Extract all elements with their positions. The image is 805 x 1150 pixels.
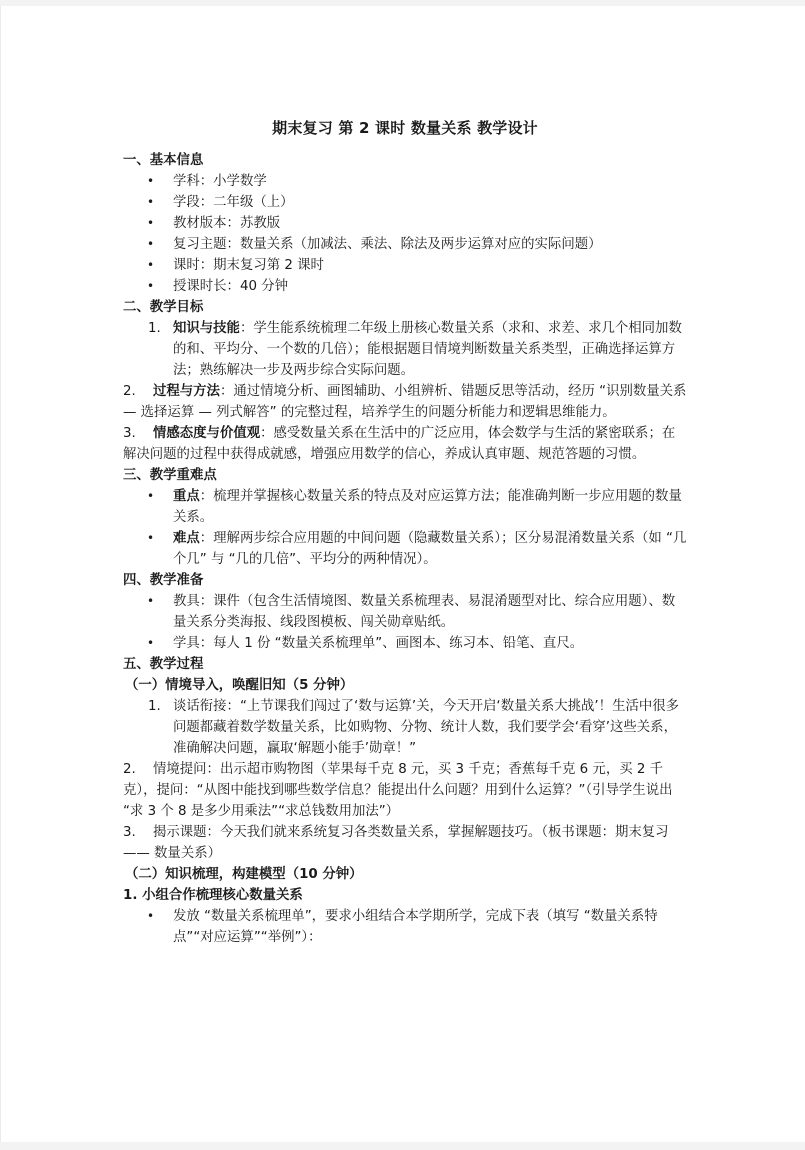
process-item: 3. 揭示课题：今天我们就来系统复习各类数量关系，掌握解题技巧。（板书课题：期末复习 —— 数量关系） [123,822,687,864]
section-heading-process: 五、教学过程 [123,657,204,672]
bullet-icon: • [147,258,155,272]
goal-text: ：通过情境分析、画图辅助、小组辨析、错题反思等活动，经历 “识别数量关系 — 选择运算 — 列式解答” 的完整过程，培养学生的问题分析能力和逻辑思维能力。 [123,384,687,420]
process-item: 2. 情境提问：出示超市购物图（苹果每千克 8 元，买 3 千克；香蕉每千克 6 元，买 2 千克），提问：“从图中能找到哪些数学信息？能提出什么问题？用到什么运算？”（引导学生说出 “求 3 个 8 是多少用乘法”“求总钱数用加法”） [123,759,687,822]
bullet-icon: • [147,489,155,503]
bullet-icon: • [147,594,155,608]
subsection-heading-knowledge-review: （二）知识梳理，构建模型（10 分钟） [125,867,363,882]
bullet-icon: • [147,216,155,230]
section-heading-key-points: 三、教学重难点 [123,468,217,483]
goal-text: ：感受数量关系在生活中的广泛应用，体会数学与生活的紧密联系；在解决问题的过程中获得成就感，增强应用数学的信心，养成认真审题、规范答题的习惯。 [123,426,676,462]
list-item: • 复习主题：数量关系（加减法、乘法、除法及两步运算对应的实际问题） [123,234,687,255]
list-item: • 学科：小学数学 [123,171,687,192]
bullet-icon: • [147,531,155,545]
list-item: • 学具：每人 1 份 “数量关系梳理单”、画图本、练习本、铅笔、直尺。 [123,633,687,654]
document-content [123,116,687,948]
list-item: • 授课时长：40 分钟 [123,276,687,297]
section-heading-goals: 二、教学目标 [123,300,204,315]
preparation-list [123,591,687,654]
basic-info-list [123,171,687,297]
document-title: 期末复习 第 2 课时 数量关系 教学设计 [272,119,538,137]
item-number: 2. [123,762,136,777]
item-number: 3. [123,426,136,441]
group-work-list [123,906,687,948]
section-heading-preparation: 四、教学准备 [123,573,204,588]
bullet-icon: • [147,195,155,209]
bullet-icon: • [147,237,155,251]
list-item-difficulty: • 难点：理解两步综合应用题的中间问题（隐藏数量关系）；区分易混淆数量关系（如 “几个几” 与 “几的几倍”、平均分的两种情况）。 [123,528,687,570]
list-item: • 课时：期末复习第 2 课时 [123,255,687,276]
list-item: • 学段：二年级（上） [123,192,687,213]
goal-label: 过程与方法 [153,384,220,399]
item-number: 2. [123,384,136,399]
step-heading-group-work: 1. 小组合作梳理核心数量关系 [123,888,303,903]
goal-text: ：学生能系统梳理二年级上册核心数量关系（求和、求差、求几个相同加数的和、平均分、一个数的几倍）；能根据题目情境判断数量关系类型，正确选择运算方法；熟练解决一步及两步综合实际问题。 [173,321,682,378]
item-number: 1. [148,699,161,714]
bullet-icon: • [147,636,155,650]
goal-label: 情感态度与价值观 [153,426,261,441]
subsection-heading-intro: （一）情境导入，唤醒旧知（5 分钟） [125,678,354,693]
list-item: • 教材版本：苏教版 [123,213,687,234]
bullet-icon: • [147,174,155,188]
bullet-icon: • [147,909,155,923]
goal-item-attitude [123,423,687,465]
list-item: • 教具：课件（包含生活情境图、数量关系梳理表、易混淆题型对比、综合应用题）、数量关系分类海报、线段图模板、闯关勋章贴纸。 [123,591,687,633]
section-heading-basic-info: 一、基本信息 [123,153,204,168]
goal-label: 知识与技能 [173,321,240,336]
goal-item-knowledge [123,318,687,381]
bullet-icon: • [147,279,155,293]
list-item: • 发放 “数量关系梳理单”，要求小组结合本学期所学，完成下表（填写 “数量关系特点”“对应运算”“举例”）： [123,906,687,948]
process-item: 1. 谈话衔接：“上节课我们闯过了‘数与运算’关，今天开启‘数量关系大挑战’！生活中很多问题都藏着数学数量关系，比如购物、分物、统计人数，我们要学会‘看穿’这些关系，准确解决问题，赢取‘解题小能手’勋章！” [123,696,687,759]
key-points-list [123,486,687,570]
document-page [0,6,805,1142]
item-number: 1. [148,321,161,336]
goal-item-process [123,381,687,423]
item-number: 3. [123,825,136,840]
list-item-key-point: • 重点：梳理并掌握核心数量关系的特点及对应运算方法；能准确判断一步应用题的数量关系。 [123,486,687,528]
